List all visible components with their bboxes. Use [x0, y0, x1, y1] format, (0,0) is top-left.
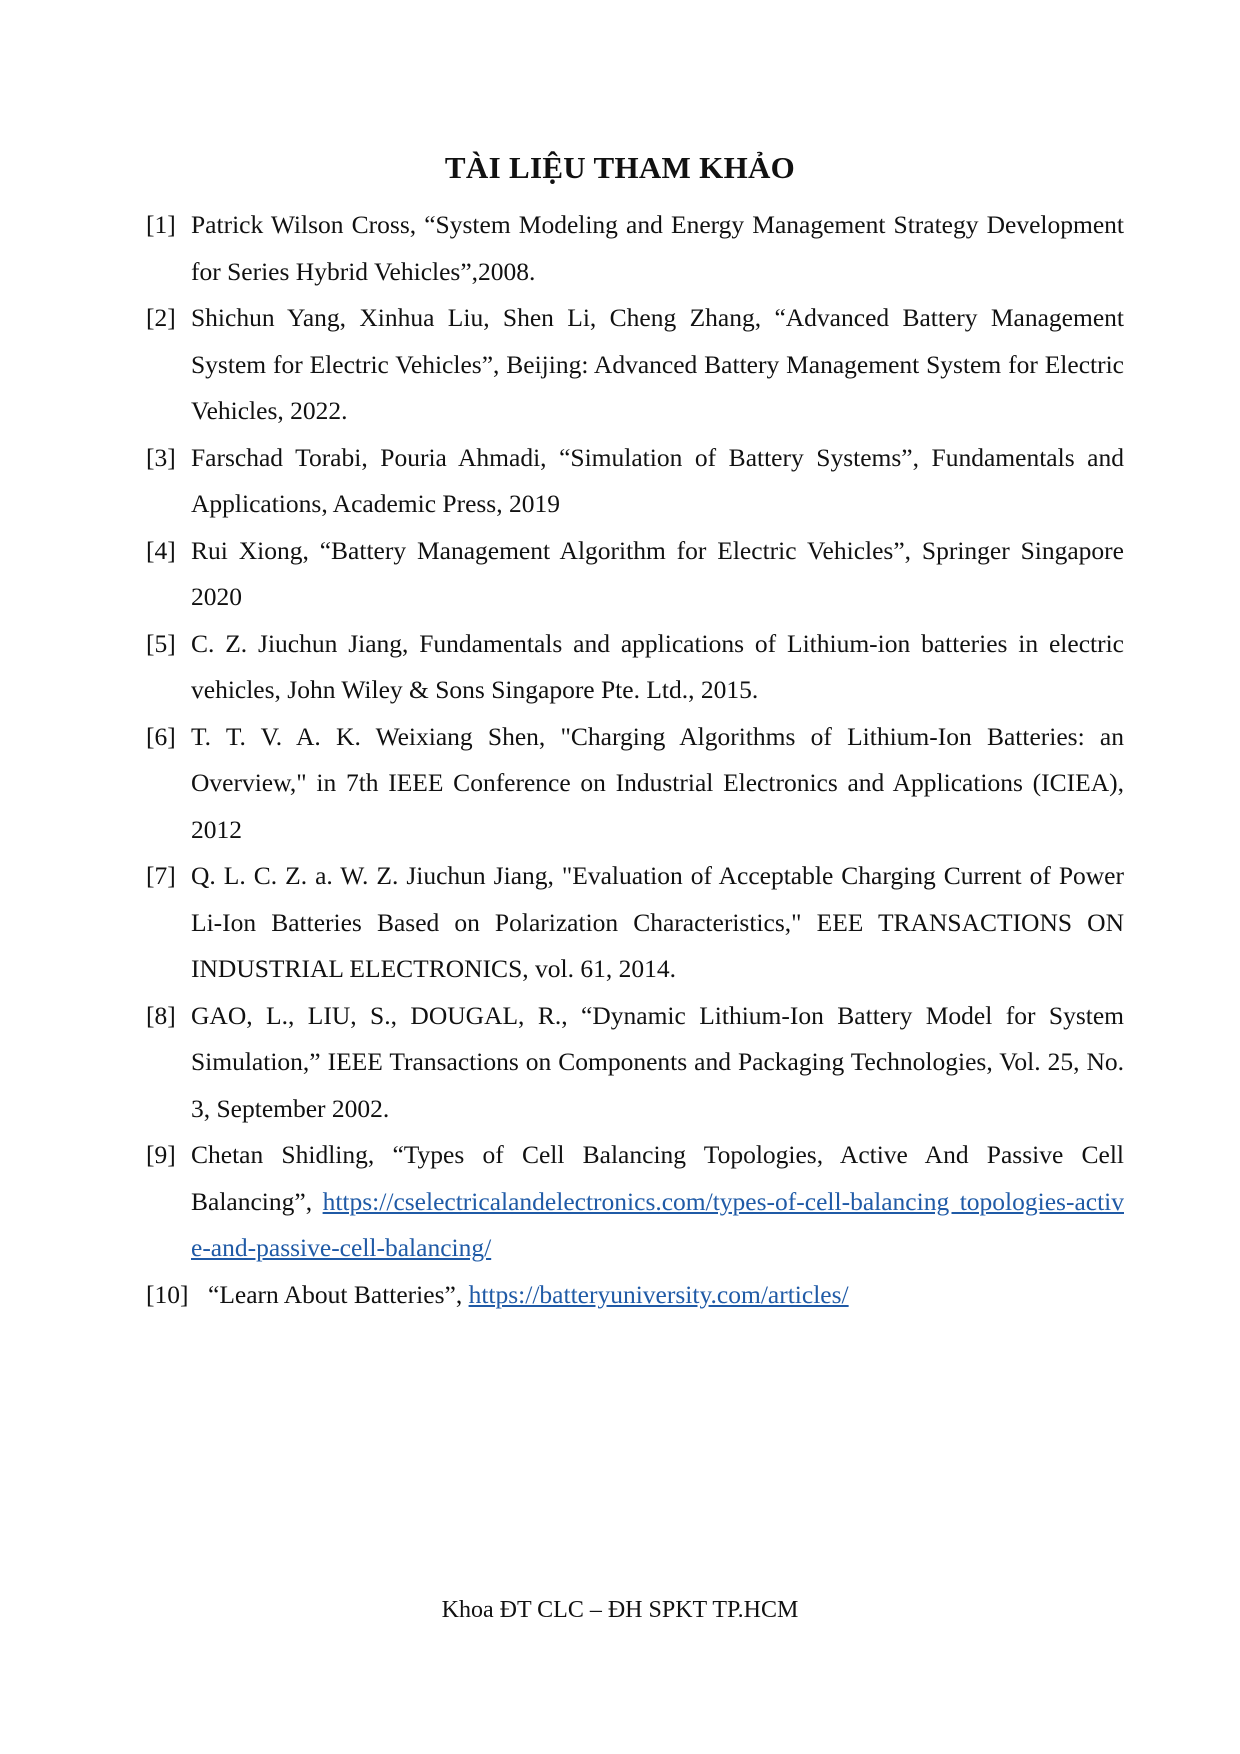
reference-item [146, 714, 1124, 854]
reference-text: Q. L. C. Z. a. W. Z. Jiuchun Jiang, "Evaluation of Acceptable Charging Current of Power Li-Ion Batteries Based on Polarization Characteristics," EEE TRANSACTIONS ON INDUSTRIAL ELECTRONICS, vol. 61, 2014. [191, 861, 1124, 983]
reference-text: Chetan Shidling, “Types of Cell Balancing Topologies, Active And Passive Cell Balancing”, [191, 1140, 1124, 1216]
reference-item [146, 435, 1124, 528]
reference-text: Shichun Yang, Xinhua Liu, Shen Li, Cheng Zhang, “Advanced Battery Management System for Electric Vehicles”, Beijing: Advanced Battery Management System for Electric Vehicles, 2022. [191, 303, 1124, 425]
reference-number: [8] [146, 1000, 176, 1030]
reference-list [146, 202, 1124, 1318]
reference-number: [9] [146, 1140, 176, 1169]
reference-number: [6] [146, 721, 176, 751]
reference-text: C. Z. Jiuchun Jiang, Fundamentals and applications of Lithium-ion batteries in electric vehicles, John Wiley & Sons Singapore Pte. Ltd., 2015. [191, 628, 1124, 704]
reference-item [146, 1132, 1124, 1272]
reference-text: T. T. V. A. K. Weixiang Shen, "Charging Algorithms of Lithium-Ion Batteries: an Overview," in 7th IEEE Conference on Industrial Electronics and Applications (ICIEA), 2012 [191, 721, 1124, 844]
reference-item [146, 202, 1124, 295]
reference-text: “Learn About Batteries”, [208, 1279, 469, 1309]
reference-number: [7] [146, 861, 176, 890]
reference-item [146, 853, 1124, 993]
reference-item [146, 993, 1124, 1133]
reference-number: [1] [146, 210, 176, 239]
reference-number: [10] [146, 1279, 189, 1309]
reference-item [146, 295, 1124, 435]
page-footer: Khoa ĐT CLC – ĐH SPKT TP.HCM [441, 1597, 799, 1623]
page-title: TÀI LIỆU THAM KHẢO [444, 150, 796, 185]
reference-item [146, 528, 1124, 621]
reference-number: [3] [146, 442, 176, 472]
reference-item [146, 621, 1124, 714]
reference-number: [4] [146, 535, 176, 565]
reference-text: Farschad Torabi, Pouria Ahmadi, “Simulation of Battery Systems”, Fundamentals and Applications, Academic Press, 2019 [191, 442, 1124, 518]
reference-number: [5] [146, 628, 176, 658]
reference-text: Patrick Wilson Cross, “System Modeling and Energy Management Strategy Development for Series Hybrid Vehicles”,2008. [191, 210, 1124, 286]
reference-number: [2] [146, 303, 176, 332]
reference-text: Rui Xiong, “Battery Management Algorithm for Electric Vehicles”, Springer Singapore 2020 [191, 535, 1124, 611]
reference-link[interactable]: https://cselectricalandelectronics.com/types-of-cell-balancing topologies-active-and-passive-cell-balancing/ [191, 1186, 1124, 1262]
reference-item [146, 1272, 1124, 1319]
reference-text: GAO, L., LIU, S., DOUGAL, R., “Dynamic Lithium-Ion Battery Model for System Simulation,” IEEE Transactions on Components and Packaging Technologies, Vol. 25, No. 3, September 2002. [191, 1000, 1124, 1123]
reference-link[interactable]: https://batteryuniversity.com/articles/ [468, 1279, 849, 1309]
